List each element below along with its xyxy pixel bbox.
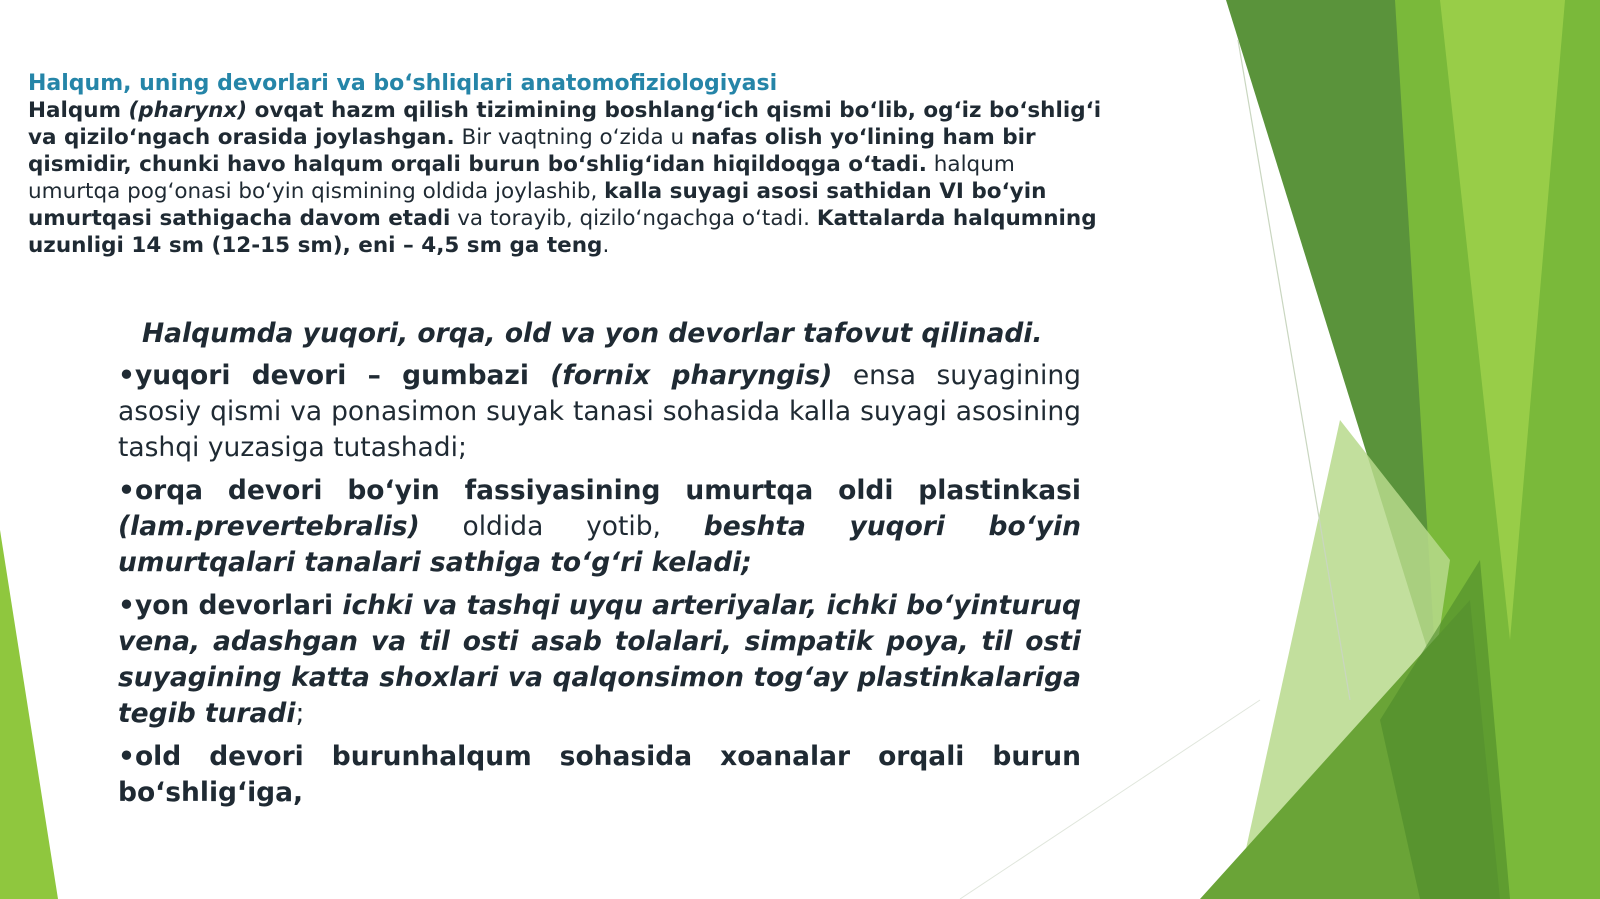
intro-run: (pharynx) [128,98,248,123]
bullet-anterior-wall [118,739,1081,811]
bullet-upper-wall [118,358,1081,466]
bullet-run: •yuqori devori – gumbazi [118,360,551,391]
bullet-run: •orqa devori bo‘yin fassiyasining umurtqa oldi plastinkasi [118,475,1081,506]
left-green-sliver [0,530,58,899]
bullet-posterior-wall [118,473,1081,581]
bullet-run: (lam.prevertebralis) [118,511,420,542]
main-content [118,316,1081,818]
intro-run: . [602,233,610,258]
bullet-run: ichki va tashqi uyqu arteriyalar, ichki bo‘yinturuq vena, adashgan va til osti asab tolalari, simpatik poya, til osti suyagining katta shoxlari va qalqonsimon tog‘ay plastinkalariga tegib turadi [118,590,1081,729]
bullet-run: •old devori burunhalqum sohasida xoanalar orqali burun bo‘shlig‘iga, [118,741,1081,808]
slide-title: Halqum, uning devorlari va bo‘shliqlari anatomofiziologiyasi [28,71,778,96]
subheading: Halqumda yuqori, orqa, old va yon devorlar tafovut qilinadi. [142,318,1043,349]
intro-run: halqum umurtqa pog‘onasi bo‘yin qismining oldida joylashib, [28,152,1015,204]
bullet-run: ; [295,698,305,729]
intro-run: Bir vaqtning o‘zida u [454,125,691,150]
intro-run: ovqat hazm qilish tizimining boshlang‘ich qismi bo‘lib, og‘iz bo‘shlig‘i va qizilo‘ngach orasida joylashgan. [28,98,1102,150]
intro-run: va torayib, qizilo‘ngachga o‘tadi. [450,206,817,231]
bullet-run: oldida yotib, [419,511,704,542]
bullet-run: ensa suyagining asosiy qismi va ponasimon suyak tanasi sohasida kalla suyagi asosining tashqi yuzasiga tutashadi; [118,360,1081,463]
bullet-run: beshta yuqori bo‘yin umurtqalari tanalari sathiga to‘g‘ri keladi; [118,511,1081,578]
intro-run: kalla suyagi asosi sathidan VI bo‘yin umurtqasi sathigacha davom etadi [28,179,1047,231]
intro-run: Halqum [28,98,129,123]
bullet-run: •yon devorlari [118,590,343,621]
intro-paragraph [28,97,1113,259]
bullet-lateral-walls [118,588,1081,732]
intro-run: nafas olish yo‘lining ham bir qismidir, chunki havo halqum orqali burun bo‘shlig‘idan hiqildoqga o‘tadi. [28,125,1036,177]
bullet-run: (fornix pharyngis) [550,360,833,391]
intro-run: Kattalarda halqumning uzunligi 14 sm (12-15 sm), eni – 4,5 sm ga teng [28,206,1097,258]
